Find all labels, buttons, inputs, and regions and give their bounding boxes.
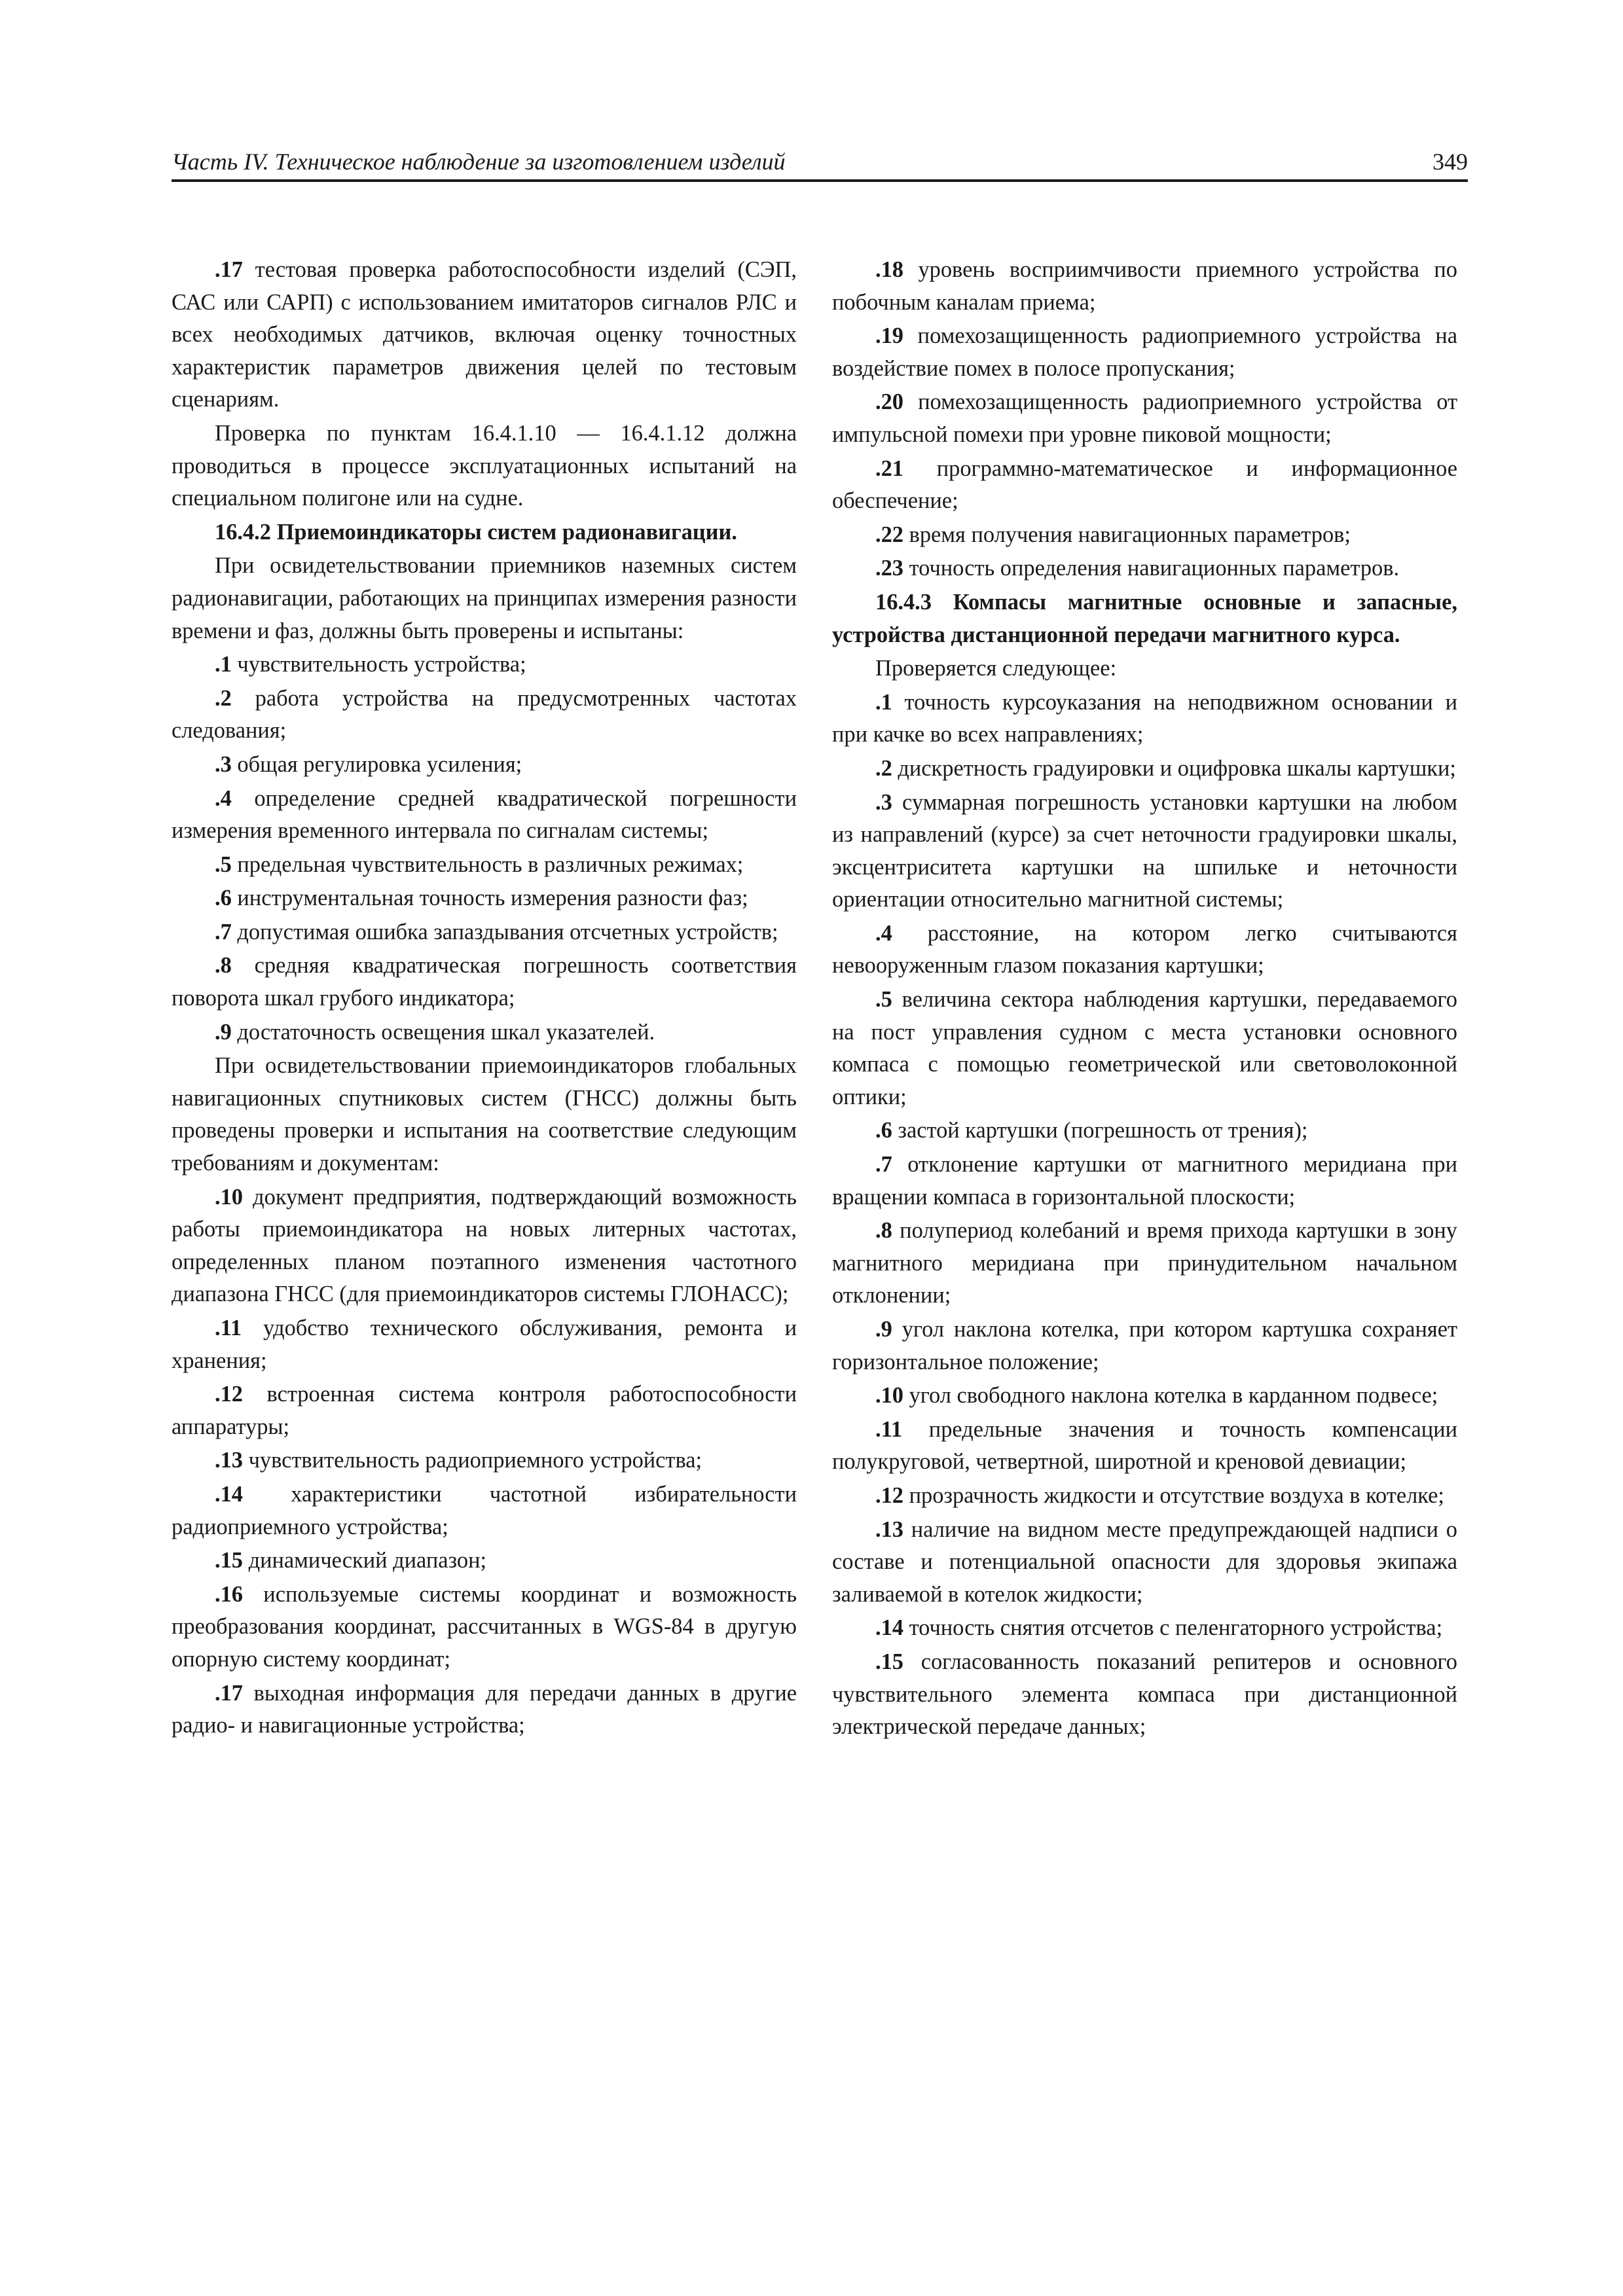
item-number: .5	[875, 987, 892, 1013]
item-number: .6	[875, 1118, 892, 1143]
running-header	[172, 145, 1468, 182]
paragraph	[832, 386, 1457, 451]
item-number: .18	[875, 257, 903, 282]
paragraph	[832, 1480, 1457, 1513]
paragraph-text: динамический диапазон;	[243, 1548, 487, 1573]
paragraph-text: согласованность показаний репитеров и основного чувствительного элемента компаса при дистанционной электрической передаче данных;	[832, 1649, 1457, 1740]
paragraph	[172, 749, 797, 781]
item-number: .4	[875, 920, 892, 946]
paragraph	[832, 1380, 1457, 1412]
item-number: .12	[215, 1382, 243, 1407]
item-number: .1	[875, 689, 892, 715]
paragraph-text: программно-математическое и информационное обеспечение;	[832, 456, 1457, 514]
paragraph	[172, 1378, 797, 1443]
paragraph-text: точность определения навигационных параметров.	[903, 556, 1400, 581]
paragraph	[832, 1314, 1457, 1378]
paragraph-text: уровень восприимчивости приемного устройства по побочным каналам приема;	[832, 257, 1457, 315]
item-number: .9	[875, 1317, 892, 1342]
paragraph	[172, 1181, 797, 1311]
item-number: .2	[875, 755, 892, 781]
paragraph	[832, 918, 1457, 982]
paragraph-text: достаточность освещения шкал указателей.	[231, 1019, 655, 1045]
paragraph	[832, 1612, 1457, 1645]
paragraph	[832, 552, 1457, 585]
paragraph-text: застой картушки (погрешность от трения);	[892, 1118, 1308, 1143]
item-number: .23	[875, 556, 903, 581]
paragraph-text: дискретность градуировки и оцифровка шкалы картушки;	[892, 755, 1456, 781]
item-number: .17	[215, 257, 243, 282]
paragraph-text: работа устройства на предусмотренных частотах следования;	[172, 685, 797, 744]
item-number: .9	[215, 1019, 232, 1045]
item-number: .20	[875, 389, 903, 415]
paragraph-text: При освидетельствовании приемоиндикаторов глобальных навигационных спутниковых систем (ГНСС) должны быть проведены проверки и испытания на соответствие следующим требованиям и документам:	[172, 1053, 797, 1176]
item-number: .14	[875, 1615, 903, 1641]
paragraph	[172, 516, 797, 549]
paragraph-text: общая регулировка усиления;	[231, 751, 522, 777]
paragraph	[832, 984, 1457, 1113]
paragraph	[172, 1579, 797, 1676]
paragraph-text: инструментальная точность измерения разности фаз;	[231, 886, 748, 911]
item-number: .8	[875, 1218, 892, 1244]
paragraph	[832, 1414, 1457, 1479]
paragraph-text: угол свободного наклона котелка в карданном подвесе;	[903, 1383, 1438, 1408]
paragraph	[172, 1444, 797, 1477]
paragraph	[832, 519, 1457, 552]
paragraph	[172, 418, 797, 515]
paragraph-text: выходная информация для передачи данных в другие радио- и навигационные устройства;	[172, 1680, 797, 1738]
item-number: .8	[215, 953, 232, 978]
paragraph	[832, 586, 1457, 651]
paragraph	[172, 1545, 797, 1577]
paragraph	[832, 787, 1457, 916]
paragraph-text: Проверка по пунктам 16.4.1.10 — 16.4.1.12 должна проводиться в процессе эксплуатационных испытаний на специальном полигоне или на судне.	[172, 420, 797, 511]
page-number: 349	[1432, 149, 1468, 175]
paragraph-text: встроенная система контроля работоспособности аппаратуры;	[172, 1382, 797, 1439]
paragraph-text: величина сектора наблюдения картушки, передаваемого на пост управления судном с места установки основного компаса с помощью геометрической или световолоконной оптики;	[832, 987, 1457, 1109]
item-number: .15	[875, 1649, 903, 1674]
item-number: .12	[875, 1482, 903, 1508]
left-column	[172, 254, 797, 1744]
paragraph-text: время получения навигационных параметров;	[903, 522, 1351, 547]
paragraph	[832, 687, 1457, 751]
paragraph-text: полупериод колебаний и время прихода картушки в зону магнитного меридиана при принудительном начальном отклонении;	[832, 1218, 1457, 1308]
paragraph-text: отклонение картушки от магнитного меридиана при вращении компаса в горизонтальной плоскости;	[832, 1152, 1457, 1210]
paragraph-text: чувствительность радиоприемного устройства;	[243, 1448, 702, 1473]
paragraph-text: расстояние, на котором легко считываются невооруженным глазом показания картушки;	[832, 920, 1457, 978]
item-number: .4	[215, 785, 232, 811]
paragraph	[172, 1677, 797, 1742]
paragraph-text: используемые системы координат и возможность преобразования координат, рассчитанных в WGS-84 в другую опорную систему координат;	[172, 1581, 797, 1672]
paragraph	[172, 550, 797, 647]
paragraph-text: удобство технического обслуживания, ремонта и хранения;	[172, 1316, 797, 1373]
item-number: .19	[875, 323, 903, 349]
item-number: .1	[215, 652, 232, 677]
paragraph-text: помехозащищенность радиоприемного устройства от импульсной помехи при уровне пиковой мощности;	[832, 389, 1457, 447]
paragraph	[172, 683, 797, 747]
paragraph-text: документ предприятия, подтверждающий возможность работы приемоиндикатора на новых литерных частотах, определенных планом поэтапного изменения частотного диапазона ГНСС (для приемоиндикаторов системы ГЛОНАСС);	[172, 1184, 797, 1307]
paragraph	[172, 1050, 797, 1179]
paragraph-text: тестовая проверка работоспособности изделий (СЭП, САС или САРП) с использованием имитаторов сигналов РЛС и всех необходимых датчиков, включая оценку точностных характеристик параметров движения целей по тестовым сценариям.	[172, 257, 797, 412]
paragraph	[832, 254, 1457, 319]
paragraph	[832, 320, 1457, 385]
paragraph	[832, 1149, 1457, 1213]
paragraph-text: точность курсоуказания на неподвижном основании и при качке во всех направлениях;	[832, 689, 1457, 747]
item-number: .16	[215, 1581, 243, 1607]
item-number: .3	[215, 751, 232, 777]
paragraph	[172, 649, 797, 681]
paragraph-text: угол наклона котелка, при котором картушка сохраняет горизонтальное положение;	[832, 1317, 1457, 1374]
paragraph	[172, 1479, 797, 1543]
paragraph	[832, 453, 1457, 518]
paragraph-text: помехозащищенность радиоприемного устройства на воздействие помех в полосе пропускания;	[832, 323, 1457, 381]
paragraph-text: чувствительность устройства;	[231, 652, 526, 677]
item-number: .11	[875, 1416, 903, 1442]
item-number: .13	[215, 1448, 243, 1473]
item-number: .10	[215, 1184, 243, 1210]
item-number: .3	[875, 789, 892, 815]
paragraph	[172, 1312, 797, 1377]
paragraph-text: наличие на видном месте предупреждающей надписи о составе и потенциальной опасности для здоровья экипажа заливаемой в котелок жидкости;	[832, 1516, 1457, 1607]
item-number: .14	[215, 1481, 243, 1507]
paragraph-text: предельная чувствительность в различных режимах;	[231, 852, 744, 877]
paragraph-text: допустимая ошибка запаздывания отсчетных устройств;	[231, 919, 778, 944]
paragraph-text: определение средней квадратической погрешности измерения временного интервала по сигналам системы;	[172, 785, 797, 844]
paragraph	[172, 254, 797, 416]
paragraph	[832, 1115, 1457, 1147]
section-heading: 16.4.2 Приемоиндикаторы систем радионавигации.	[215, 519, 737, 545]
paragraph-text: При освидетельствовании приемников наземных систем радионавигации, работающих на принципах измерения разности времени и фаз, должны быть проверены и испытаны:	[172, 553, 797, 643]
item-number: .13	[875, 1516, 903, 1542]
item-number: .5	[215, 852, 232, 877]
paragraph-text: прозрачность жидкости и отсутствие воздуха в котелке;	[903, 1482, 1444, 1508]
item-number: .22	[875, 522, 903, 547]
paragraph	[172, 916, 797, 949]
section-heading: 16.4.3 Компасы магнитные основные и запасные, устройства дистанционной передачи магнитного курса.	[832, 589, 1457, 647]
paragraph-text: характеристики частотной избирательности радиоприемного устройства;	[172, 1481, 797, 1539]
item-number: .15	[215, 1548, 243, 1573]
paragraph	[832, 1514, 1457, 1611]
item-number: .7	[875, 1152, 892, 1177]
paragraph-text: предельные значения и точность компенсации полукруговой, четвертной, широтной и креновой девиации;	[832, 1416, 1457, 1475]
running-title: Часть IV. Техническое наблюдение за изготовлением изделий	[172, 149, 786, 175]
paragraph	[172, 882, 797, 915]
right-column	[832, 254, 1457, 1745]
paragraph-text: суммарная погрешность установки картушки на любом из направлений (курсе) за счет неточности градуировки шкалы, эксцентриситета картушки на шпильке и неточности ориентации относительно магнитной системы;	[832, 789, 1457, 912]
item-number: .6	[215, 886, 232, 911]
paragraph	[172, 783, 797, 848]
paragraph	[832, 1215, 1457, 1312]
item-number: .10	[875, 1383, 903, 1408]
item-number: .2	[215, 685, 232, 711]
paragraph-text: средняя квадратическая погрешность соответствия поворота шкал грубого индикатора;	[172, 953, 797, 1011]
item-number: .11	[215, 1316, 242, 1340]
paragraph	[172, 849, 797, 882]
item-number: .17	[215, 1680, 243, 1706]
paragraph-text: Проверяется следующее:	[875, 656, 1117, 681]
paragraph	[832, 653, 1457, 685]
paragraph	[172, 1016, 797, 1049]
paragraph	[832, 753, 1457, 785]
item-number: .7	[215, 919, 232, 944]
paragraph-text: точность снятия отсчетов с пеленгаторного устройства;	[903, 1615, 1443, 1641]
paragraph	[832, 1646, 1457, 1744]
paragraph	[172, 950, 797, 1014]
item-number: .21	[875, 456, 903, 481]
